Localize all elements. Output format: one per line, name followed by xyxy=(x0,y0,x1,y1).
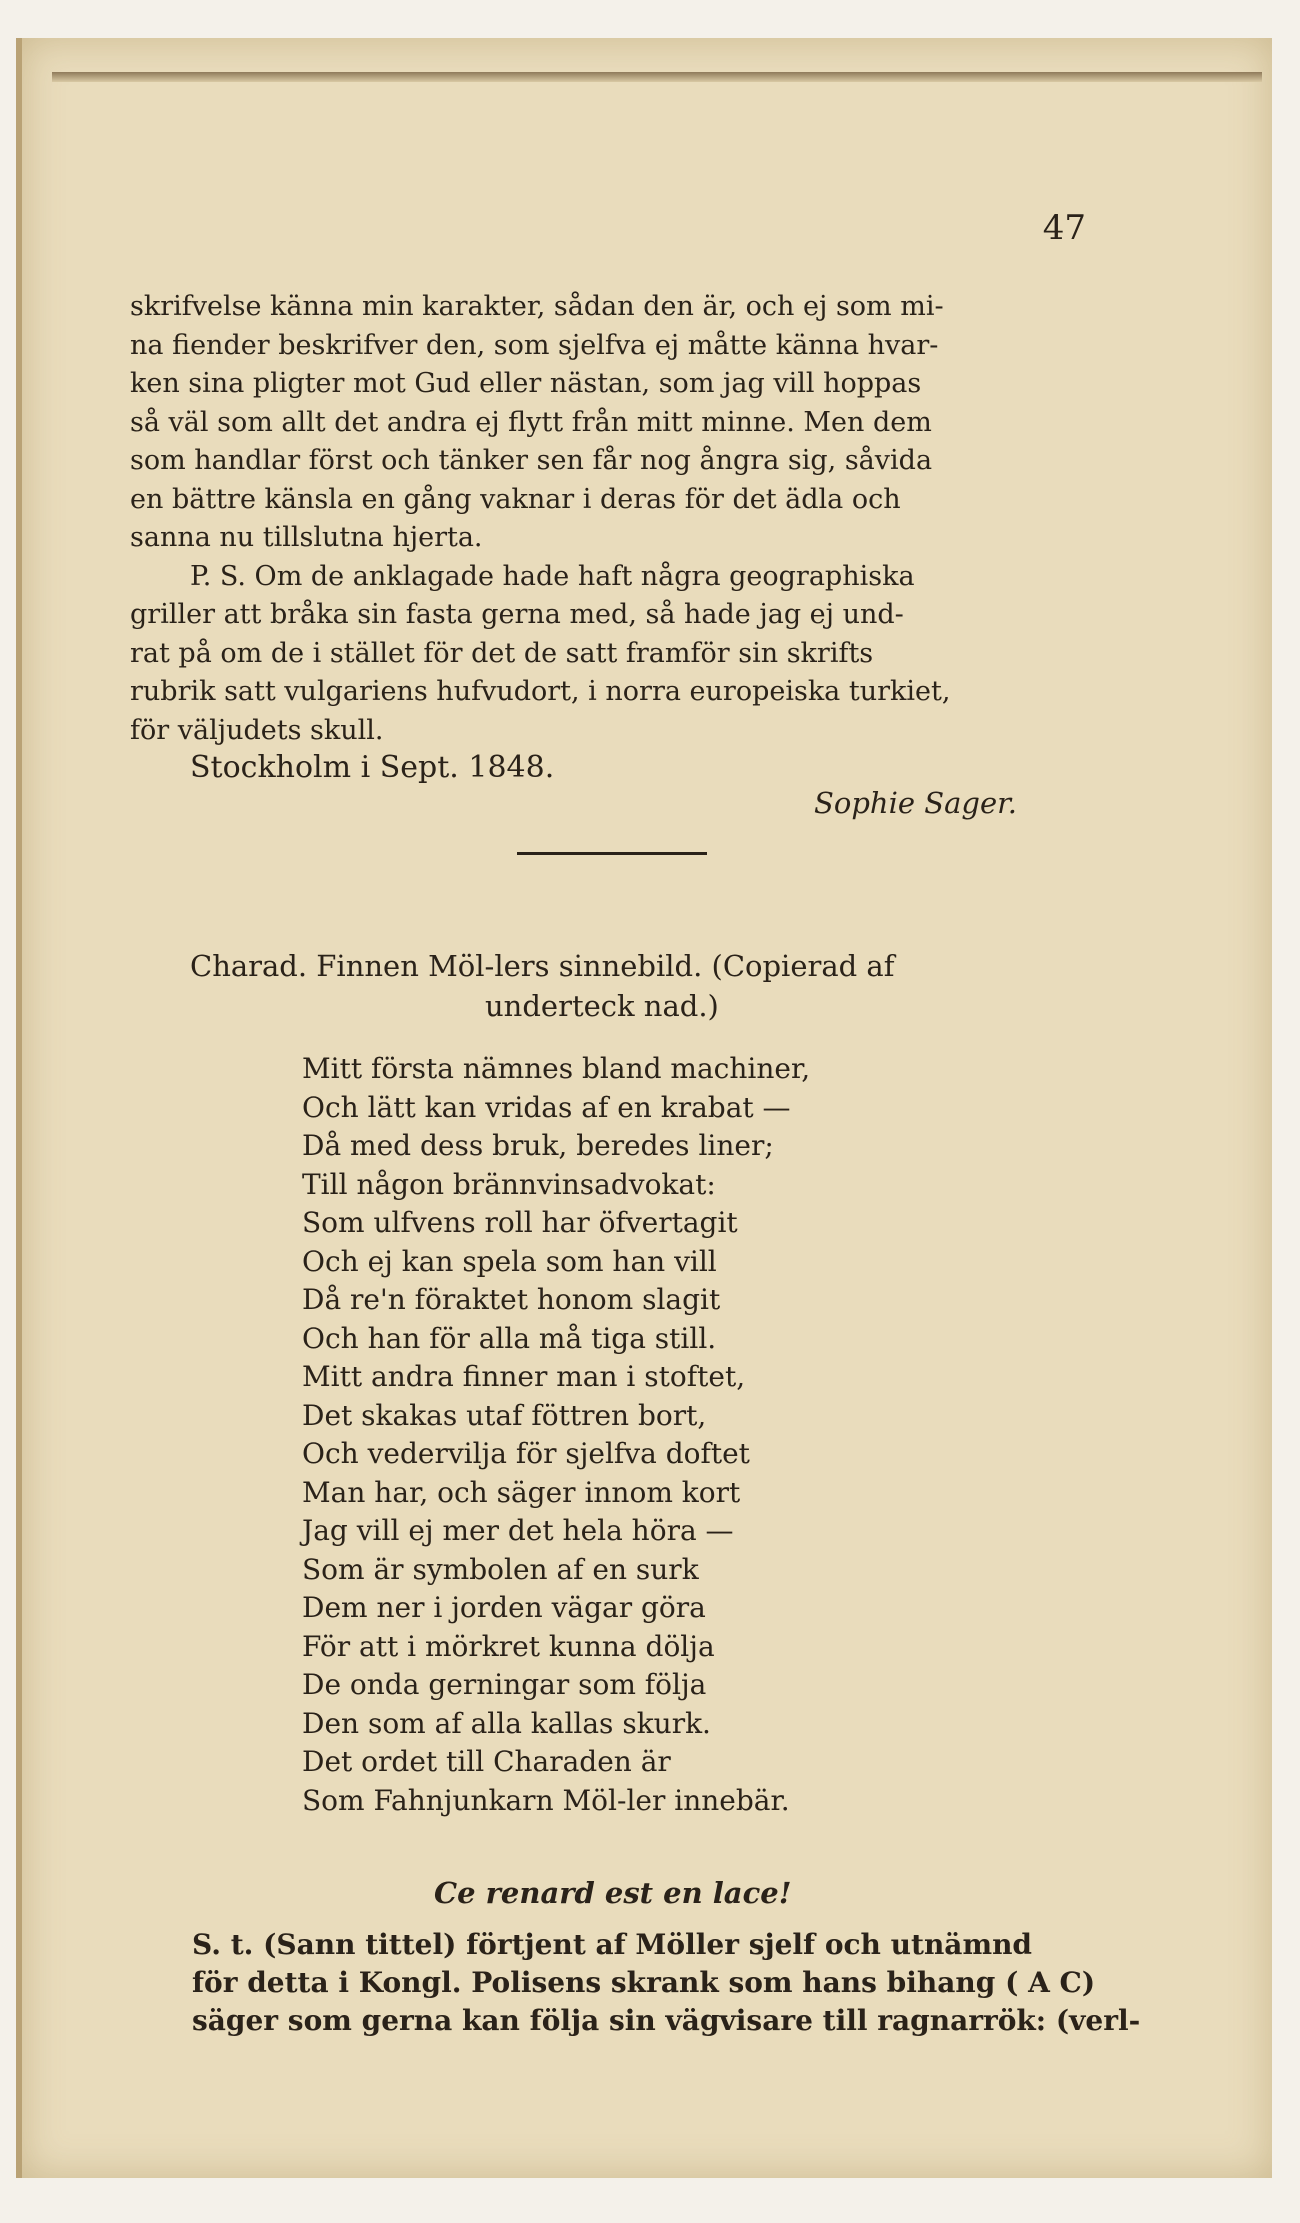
prose-line: sanna nu tillslutna hjerta. xyxy=(130,522,483,553)
footnote-line: S. t. (Sann tittel) förtjent af Möller sjelf och utnämnd xyxy=(192,1928,1033,1961)
page-number: 47 xyxy=(1042,208,1086,248)
poem-line: Och vedervilja för sjelfva doftet xyxy=(302,1437,750,1470)
prose-paragraph xyxy=(130,288,1100,750)
book-page xyxy=(16,38,1272,2178)
poem-line: De onda gerningar som följa xyxy=(302,1668,707,1701)
prose-line: som handlar först och tänker sen får nog ångra sig, såvida xyxy=(130,445,933,476)
footnote-line: säger som gerna kan följa sin vägvisare till ragnarrök: (verl- xyxy=(192,2004,1141,2037)
prose-line: P. S. Om de anklagade hade haft några geographiska xyxy=(190,560,915,592)
poem-line: Och ej kan spela som han vill xyxy=(302,1244,717,1278)
poem-line: Och han för alla må tiga still. xyxy=(302,1321,717,1355)
prose-line: för väljudets skull. xyxy=(130,714,384,746)
prose-line: rat på om de i stället för det de satt framför sin skrifts xyxy=(130,637,874,669)
poem-line: Och lätt kan vridas af en krabat — xyxy=(302,1090,791,1124)
poem-line: Till någon brännvinsadvokat: xyxy=(302,1167,716,1201)
poem-line: För att i mörkret kunna dölja xyxy=(302,1629,715,1663)
prose-line: skrifvelse känna min karakter, sådan den är, och ej som mi- xyxy=(130,291,944,322)
place-date: Stockholm i Sept. 1848. xyxy=(190,750,555,785)
poem-line: Då med dess bruk, beredes liner; xyxy=(302,1129,774,1162)
page-top-edge xyxy=(52,72,1262,82)
charade-heading xyxy=(190,946,1070,1026)
charade-heading-line: Charad. Finnen Möl-lers sinnebild. (Copierad af xyxy=(190,949,895,983)
poem-line: Mitt andra finner man i stoftet, xyxy=(302,1360,746,1393)
prose-line: griller att bråka sin fasta gerna med, så hade jag ej und- xyxy=(130,599,904,630)
motto: Ce renard est en lace! xyxy=(434,1876,792,1910)
signature: Sophie Sager. xyxy=(814,786,1017,820)
poem-line: Då re'n föraktet honom slagit xyxy=(302,1283,721,1316)
poem-line: Mitt första nämnes bland machiner, xyxy=(302,1052,811,1085)
prose-line: ken sina pligter mot Gud eller nästan, som jag vill hoppas xyxy=(130,368,922,399)
charade-poem xyxy=(302,1050,810,1820)
poem-line: Som ulfvens roll har öfvertagit xyxy=(302,1206,738,1239)
poem-line: Man har, och säger innom kort xyxy=(302,1475,741,1509)
poem-line: Dem ner i jorden vägar göra xyxy=(302,1591,706,1624)
charade-heading-line: underteck nad.) xyxy=(485,989,719,1023)
footnote-line: för detta i Kongl. Polisens skrank som hans bihang ( A C) xyxy=(192,1966,1096,1999)
section-divider xyxy=(517,852,707,855)
poem-line: Det ordet till Charaden är xyxy=(302,1745,671,1778)
prose-line: så väl som allt det andra ej flytt från mitt minne. Men dem xyxy=(130,406,932,438)
poem-line: Det skakas utaf föttren bort, xyxy=(302,1398,707,1432)
poem-line: Den som af alla kallas skurk. xyxy=(302,1706,711,1740)
poem-line: Som Fahnjunkarn Möl-ler innebär. xyxy=(302,1783,790,1817)
poem-line: Som är symbolen af en surk xyxy=(302,1552,699,1586)
prose-line: rubrik satt vulgariens hufvudort, i norra europeiska turkiet, xyxy=(130,676,951,707)
prose-line: na fiender beskrifver den, som sjelfva ej måtte känna hvar- xyxy=(130,329,939,361)
prose-line: en bättre känsla en gång vaknar i deras för det ädla och xyxy=(130,483,901,515)
footnote xyxy=(192,1926,1141,2040)
poem-line: Jag vill ej mer det hela höra — xyxy=(302,1514,734,1547)
